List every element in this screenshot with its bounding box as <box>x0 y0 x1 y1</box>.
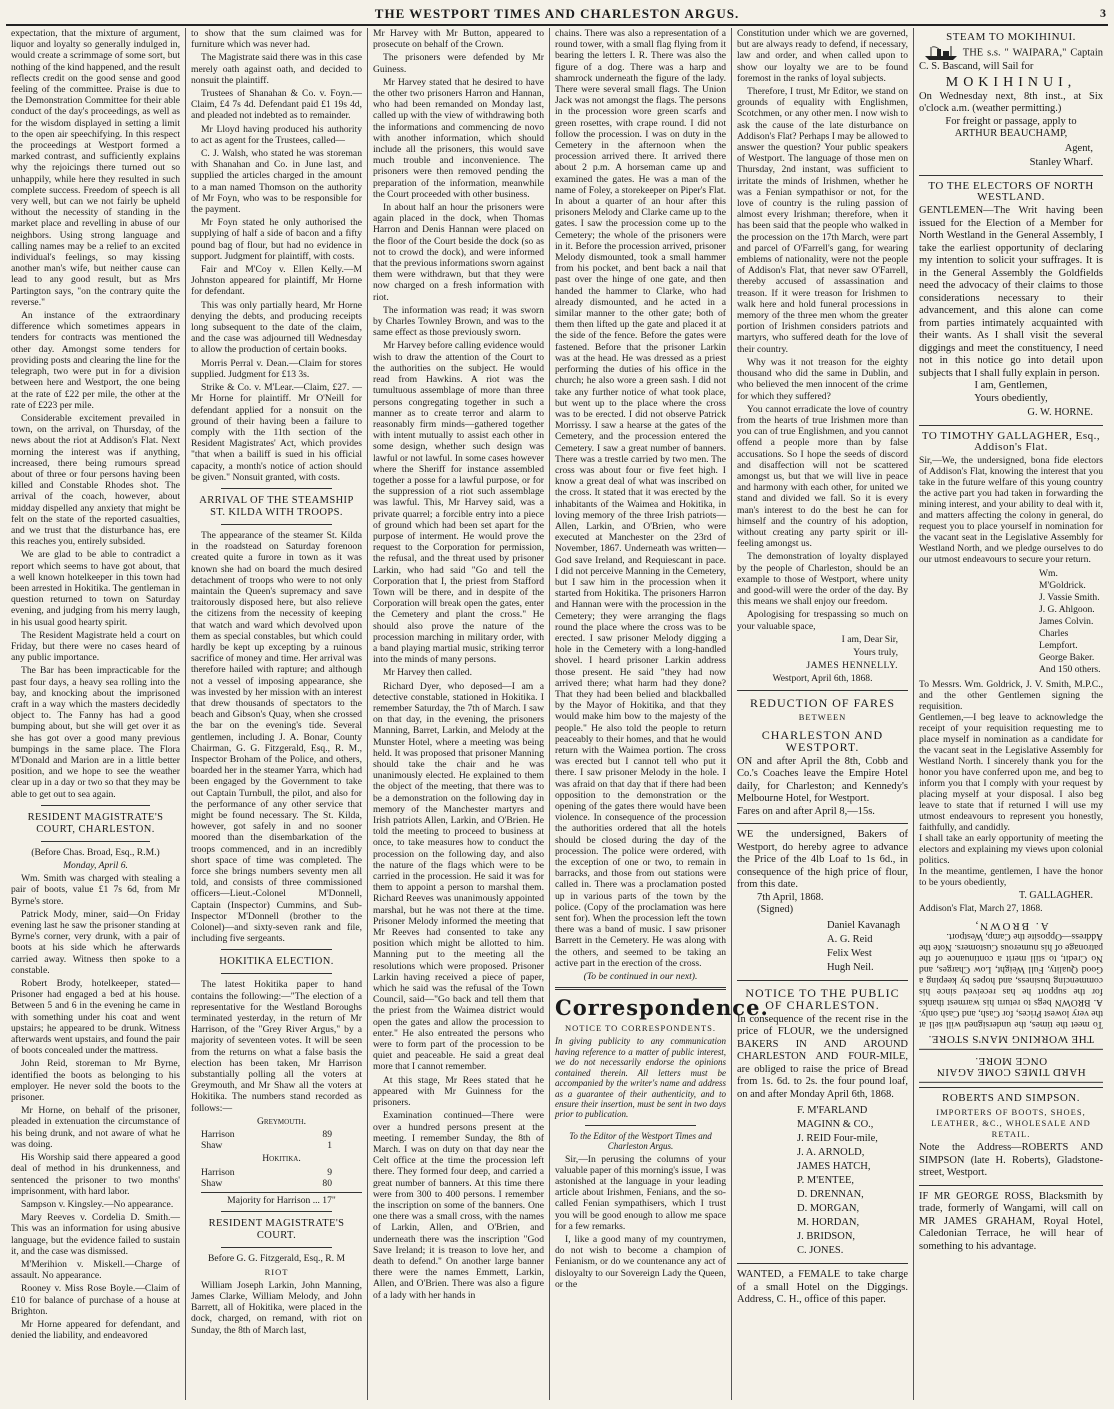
reply-date: Addison's Flat, March 27, 1868. <box>919 903 1043 915</box>
paragraph: Apologising for trespassing so much on your valuable space, <box>737 609 908 632</box>
paragraph: Morris Perral v. Dean.—Claim for stores supplied. Judgment for £13 3s. <box>191 357 362 380</box>
newspaper-title: THE WESTPORT TIMES AND CHARLESTON ARGUS. <box>374 6 740 21</box>
paragraph: We are glad to be able to contradict a report which seems to have got about, that a well known hotelkeeper in this town had been arrested in Hokitika. The gentleman in question returned to town on Saturday evening, and judging from his merry laugh, in his usual good hearty spirit. <box>11 549 180 628</box>
divider <box>221 949 332 950</box>
paragraph: Why was it not treason for the eighty thousand who did the same in Dublin, and who believed the men innocent of the crime for which they suffered? <box>737 356 908 402</box>
poll-row <box>201 1178 362 1189</box>
poll-place: Greymouth. <box>257 1115 306 1127</box>
divider <box>41 841 150 842</box>
court-subhead: RIOT <box>264 1266 289 1277</box>
list-item: Felix West <box>827 947 872 959</box>
steam-body: THE s.s. " WAIPARA," Captain C. S. Bascand, will Sail for <box>919 47 1104 73</box>
electors-close: Yours obediently, <box>974 392 1048 404</box>
candidate-name: Shaw <box>201 1177 223 1189</box>
paragraph: Mr Foyn stated he only authorised the supplying of half a side of bacon and a fifty pound bag of flour, but had no evidence in support. Judgment for plaintiff, with costs. <box>191 217 362 262</box>
section-heading: ARRIVAL OF THE STEAMSHIP ST. KILDA WITH TROOPS. <box>199 494 354 518</box>
paragraph: This was only partially heard, Mr Horne denying the debts, and producing receipts long subsequent to the date of the claim, and the case was adjourned till Wednesday to allow the production of certain books. <box>191 299 362 356</box>
requisition-signers <box>1039 568 1103 676</box>
bakers-signed: (Signed) <box>757 904 794 916</box>
list-item: D. DRENNAN, <box>797 1189 864 1201</box>
paragraph: I, like a good many of my countrymen, do not wish to become a champion of Fenianism, or do we countenance any act of disloyalty to our Sovereign Lady the Queen, or the <box>555 1233 726 1290</box>
steam-time: On Wednesday next, 8th inst., at Six o'clock a.m. (weather permitting.) <box>919 90 1103 115</box>
paragraph: The Magistrate said there was in this case merely oath against oath, and decided to nonsuit the plaintiff. <box>191 52 362 86</box>
list-item: D. MORGAN, <box>797 1203 860 1215</box>
paragraph: C. J. Walsh, who stated he was storeman with Shanahan and Co. in June last, and supplied the articles charged in the amount to a man named Thomson on the authority of Mr Foyn, who was to be responsible for the payment. <box>191 148 362 216</box>
working-man-store-ad <box>919 920 1103 1083</box>
paragraph: Strike & Co. v. M'Lear.—Claim, £27. —Mr Horne for plaintiff. Mr O'Neill for defendant applied for a nonsuit on the ground of their having been a failure to comply with the 11th section of the Resident Magistrates' Act, which provides "that when a bailiff is sued in his official capacity, a month's notice of action should be given." Nonsuit granted, with costs. <box>191 382 362 483</box>
ross-notice: IF MR GEORGE ROSS, Blacksmith by trade, formerly of Wangami, will call on MR JAMES GRAHAM, Royal Hotel, Caledonian Terrace, he will hear of something to his advantage. <box>919 1190 1103 1252</box>
steam-destination: MOKIHINUI, <box>945 74 1077 90</box>
list-item: A. G. Reid <box>827 933 873 945</box>
court-before: (Before Chas. Broad, Esq., R.M.) <box>31 846 160 858</box>
store-signer: A. BROWN, <box>973 919 1049 932</box>
poll-row <box>201 1129 362 1140</box>
divider <box>585 1125 696 1126</box>
list-item: C. JONES. <box>797 1245 844 1257</box>
list-item: J. Vassie Smith. <box>1039 592 1100 604</box>
letter-address: To the Editor of the Westport Times and Charleston Argus. <box>569 1130 712 1152</box>
electors-ad: GENTLEMEN—The Writ having been issued for the Election of a Member for North Westland in the General Assembly, I take the earliest opportunity of declaring my intention to solicit your suffrages. It is in the General Assembly the Goldfields need the advocacy of their claims to those considerations necessary to their advancement, and this alone can come from parties intimately acquainted with their wants. As I shall visit the several diggings and meet the constituency, I need not in this notice go into detail upon subjects that I shall fully explain in person. <box>919 205 1103 379</box>
reply-body: I shall take an early opportunity of meeting the electors and explaining my views upon colonial politics. <box>919 833 1103 867</box>
ad-heading: THE WORKING MAN'S STORE. <box>928 1032 1094 1045</box>
divider <box>919 175 1103 176</box>
paragraph: William Joseph Larkin, John Manning, James Clarke, William Melody, and John Barrett, all of Hokitika, were placed in the dock, charged, on remand, with riot on Sunday, the 8th of March last, <box>191 1279 362 1336</box>
paragraph: The appearance of the steamer St. Kilda in the roadstead on Saturday forenoon created quite a furore in town as it was known she had on board the much desired detachment of troops who were to not only maintain the Queen's supremacy and save traitorously disposed here, but also relieve the citizens from the necessity of keeping that watch and ward which devolved upon them as special constables, but which could hardly be kept up excepting by a ruinous sacrifice of money and time. Her arrival was therefore hailed with rapture; and although not a vessel of imposing appearance, she was invested by her mission with an interest that drew thousands of spectators to the beach and Gibson's Quay, when she crossed the bar on the evening's tide. Several gentlemen, including J. A. Bonar, County Chairman, G. G. Fitzgerald, Esq., R. M., Inspector Broham of the Police, and others, boarded her in the steamer Yarra, which had been engaged by the Government to take out Captain Turnbull, the pilot, and also for the performance of any other service that might be found necessary. The St. Kilda, however, got safely in and no sooner moored than the disembarkation of the troops commenced, and in an incredibly short space of time was completed. The force she brings numbers seventy men all told, and consists of three commissioned officers—Lieut.-Colonel M'Donnell, Captain (Inspector) Cummins, and Sub-Inspector M'Donnell (brother to the Colonel)—and sixty-seven rank and file, including five sergeants. <box>191 529 363 945</box>
vote-count: 9 <box>327 1166 332 1178</box>
steam-agent-title: Agent, <box>1064 142 1093 154</box>
ad-heading: TO THE ELECTORS OF NORTH WESTLAND. <box>928 179 1094 204</box>
poll-row <box>201 1140 362 1151</box>
divider <box>919 425 1103 426</box>
ad-heading: NOTICE TO THE PUBLIC OF CHARLESTON. <box>745 985 900 1012</box>
paragraph: John Reid, storeman to Mr Byrne, identified the boots as belonging to his employer. He never sold the boots to the prisoner. <box>11 1058 180 1104</box>
poll-majority: Majority for Harrison ... 17" <box>201 1192 362 1206</box>
steamship-icon <box>923 45 959 61</box>
list-item: Wm. M'Goldrick. <box>1039 568 1086 592</box>
list-item: Charles Lempfort. <box>1039 628 1078 652</box>
continued-note: (To be continued in our next). <box>583 971 698 983</box>
list-item: JAMES HATCH, <box>797 1161 871 1173</box>
paragraph: Trustees of Shanahan & Co. v. Foyn.—Claim, £4 7s 4d. Defendant paid £1 19s 4d, and pleaded not indebted as to remainder. <box>191 88 362 122</box>
notice-heading: NOTICE TO CORRESPONDENTS. <box>564 1023 717 1034</box>
divider <box>221 973 332 974</box>
candidate-name: Harrison <box>201 1166 235 1178</box>
paragraph: expectation, that the mixture of argument, liquor and loyalty so generally indulged in, would create a scrimmage of some sort, but nothing of the kind happened, and the result reflects credit on the good sense and good feeling of the committee. Praise is due to the Demonstration Committee for their able conduct of the day's proceedings, as well as for the wisdom displayed in setting a limit to the open air speechifying. In this respect the proceedings at Westport formed a marked contrast, and sufficiently explains why the rejoicings there turned out so unhappily, while here they resulted in such complete success. Freedom of speech is all very well, but can we not fairly be upheld without the necessity of standing in the market place and revelling in abuse of our neighbors. Using strong language and calling names may be a relief to an excited individual's feelings, so may kissing another man's wife, but neither cause can lead to any good result, but as Mrs Partington says, "on the contrary quite the reverse." <box>11 28 180 308</box>
list-item: J. G. Ahlgoon. <box>1039 604 1095 616</box>
list-item: J. REID Four-mile, <box>797 1133 878 1145</box>
letter-close: Yours truly, <box>853 646 898 658</box>
ad-heading: REDUCTION OF FARES <box>749 695 896 710</box>
paragraph: Mr Harvey then called. <box>383 667 472 679</box>
paragraph: His Worship said there appeared a good deal of method in his drunkenness, and sentenced the prisoner to two months' imprisonment, with hard labor. <box>11 1152 180 1197</box>
paragraph: Mr Horne appeared for defendant, and denied the liability, and endeavored <box>11 1318 180 1342</box>
paragraph: Fair and M'Coy v. Ellen Kelly.—M Johnston appeared for plaintiff, Mr Horne for defendant. <box>191 264 362 298</box>
wanted-ad: WANTED, a FEMALE to take charge of a small Hotel on the Diggings. Address, C. H., office of this paper. <box>737 1269 908 1306</box>
reply-body: In the meantime, gentlemen, I have the honor to be yours obediently, <box>919 866 1103 889</box>
section-heading: HOKITIKA ELECTION. <box>219 956 334 968</box>
paragraph: The Resident Magistrate held a court on Friday, but there were no cases heard of any public importance. <box>11 629 180 664</box>
list-item: And 150 others. <box>1039 664 1101 676</box>
steam-agent-place: Stanley Wharf. <box>1029 157 1093 169</box>
divider <box>737 690 908 691</box>
notice-ad: In consequence of the recent rise in the price of FLOUR, we the undersigned BAKERS IN AND AROUND CHARLESTON AND FOUR-MILE, are obliged to raise the price of Bread from 1s. 6d. to 2s. the four pound loaf, on and after Monday April 6th, 1868. <box>737 1013 908 1100</box>
electors-signer: G. W. HORNE. <box>1027 407 1093 419</box>
steam-ad <box>919 45 1103 74</box>
vote-count: 89 <box>322 1129 332 1141</box>
list-item: J. BRIDSON, <box>797 1231 856 1243</box>
list-item: Daniel Kavanagh <box>827 919 901 931</box>
paragraph: Wm. Smith was charged with stealing a pair of boots, value £1 7s 6d, from Mr Byrne's store. <box>11 873 180 907</box>
court-date: Monday, April 6. <box>63 860 128 872</box>
paragraph: Considerable excitement prevailed in town, on the arrival, on Thursday, of the news about the riot at Addison's Flat. Next morning the interest was if anything, increased, there being rumours spread about of three or four persons having been killed and Constable Rhodes shot. The arrival of the coach, however, about midday dispelled any anxiety that might be felt on the state of the reported casualties, and we trust that the disturbance has, ere this reaches you, entirely subsided. <box>11 412 180 548</box>
divider <box>737 1263 908 1264</box>
paragraph: The information was read; it was sworn by Charles Townley Brown, and was to the same effect as those previously sworn. <box>373 304 544 339</box>
vote-count: 80 <box>322 1177 332 1189</box>
divider <box>221 1247 332 1248</box>
correspondence-title: Correspondence. <box>555 995 769 1021</box>
list-item: MAGINN & CO., <box>797 1119 874 1131</box>
steam-agent: ARTHUR BEAUCHAMP, <box>954 128 1068 140</box>
column-5 <box>732 28 914 1400</box>
ad-heading: ROBERTS AND SIMPSON. <box>941 1092 1080 1105</box>
divider <box>41 805 150 806</box>
paragraph: Mr Lloyd having produced his authority to act as agent for the Trustees, called— <box>191 123 362 146</box>
divider <box>221 1211 332 1212</box>
bakers-ad: WE the undersigned, Bakers of Westport, do hereby agree to advance the Price of the 4lb Loaf to 1s 6d., in consequence of the high price of flour, from this date. <box>737 829 908 891</box>
page-number: 3 <box>1100 6 1106 20</box>
paragraph: Examination continued—There were over a hundred persons present at the meeting. I remember Sunday, the 8th of March. I was on duty on that day near the Celt office at the time the procession left there. They formed four deep, and carried a great number of banners. At this time there were from 300 to 400 persons. I remember the inscription on some of the banners. One one there was a small cross, with the names of Larkin, Allen, and O'Brien, and underneath there was the inscription "God Save Ireland; it is treason to love her, and death to defend." On another large banner there were the names Emmett, Larkin, Allen, and O'Brien. There was also a figure of a lady with her hands in <box>373 1110 544 1301</box>
bakers-list <box>827 919 908 975</box>
ad-heading: TO TIMOTHY GALLAGHER, Esq., Addison's Flat. <box>921 429 1101 454</box>
column-4 <box>550 28 769 1400</box>
paragraph: The demonstration of loyalty displayed by the people of Charleston, should be an example to those of Westport, where unity and good-will were the order of the day. By this means we shall enjoy our freedom. <box>737 551 908 608</box>
column-6 <box>914 28 1108 1400</box>
divider <box>221 524 332 525</box>
poll-results <box>201 1116 362 1206</box>
section-heading: RESIDENT MAGISTRATE'S COURT, CHARLESTON. <box>27 811 164 835</box>
paragraph: An instance of the extraordinary difference which sometimes appears in tenders for contracts was mentioned the other day. Amongst some tenders for providing posts and clearing the line for the telegraph, two were put in for a division between here and Westport, the one being at the rate of £22 per mile, the other at the rate of £223 per mile. <box>11 310 180 411</box>
paragraph: Sir,—In perusing the columns of your valuable paper of this morning's issue, I was astonished at the language in your leading article about Irishmen, Fenians, and the so-called Fenian sympathisers, which I trust you will be good enough to allow me space for a few remarks. <box>555 1153 726 1232</box>
paragraph: At this stage, Mr Rees stated that he appeared with Mr Guinness for the prisoners. <box>373 1074 544 1109</box>
paragraph: Mr Harvey stated that he desired to have the other two prisoners Harron and Hannan, who had been remanded on Monday last, called up with the view of withdrawing both the informations and commencing de novo with another information, which should include all the prisoners, this would save much trouble and inconvenience. The prisoners were then removed pending the preparation of the information, meanwhile the Court proceeded with other business. <box>373 76 544 200</box>
divider <box>919 1081 1103 1082</box>
list-item: P. M'ENTEE, <box>797 1175 855 1187</box>
letter-close: I am, Dear Sir, <box>841 633 898 645</box>
ad-subheading: BETWEEN <box>798 711 847 722</box>
notice-signers <box>797 1104 908 1258</box>
paragraph: Patrick Mody, miner, said—On Friday evening last he saw the prisoner standing at Byrne's corner, very drunk, with a pair of boots at his side which he afterwards carried away. Witness then spoke to a constable. <box>11 908 180 976</box>
reply-address: To Messrs. Wm. Goldrick, J. V. Smith, M.P.C., and the other Gentlemen signing the requisition. <box>919 679 1103 713</box>
section-heading: RESIDENT MAGISTRATE'S COURT. <box>208 1218 345 1242</box>
paragraph: Sampson v. Kingsley.—No appearance. <box>21 1198 174 1210</box>
paragraph: The Bar has been impracticable for the past four days, a heavy sea rolling into the bay, and knocking about the imprisoned craft in a way which the masters decidedly object to. The Fanny has had a good bumping about, but she will get over it as she has got over a good many previous bumpings in the same place. The Flora M'Donald and Marion are in a little better position, and we hope to see the weather clear up in a day or two so that they may be able to get out to sea again. <box>11 665 180 800</box>
court-before: Before G. G. Fitzgerald, Esq., R. M <box>208 1253 345 1265</box>
paragraph: M'Merihion v. Miskell.—Charge of assault. No appearance. <box>11 1258 180 1282</box>
poll-row <box>201 1167 362 1178</box>
paragraph: Rooney v. Miss Rose Boyle.—Claim of £10 for balance of purchase of a house at Brighton. <box>11 1283 180 1317</box>
ad-subheading: IMPORTERS OF BOOTS, SHOES, LEATHER, &C., WHOLESALE AND RETAIL. <box>931 1106 1091 1140</box>
poll-place: Hokitika. <box>262 1153 301 1165</box>
divider <box>221 488 332 489</box>
divider <box>919 1048 1103 1049</box>
paragraph: The latest Hokitika paper to hand contains the following:—"The election of a representative for the Westland Boroughs terminated yesterday, in the return of Mr Harrison, of the "Grey River Argus," by a majority of seventeen votes. It will be seen from the returns on what a false basis the election has been taken, Mr Harrison substantially polling all the voters at Greymouth, and Mr Shaw all the voters at Hokitika. The numbers stand recorded as follows:— <box>191 979 362 1114</box>
correspondence-notice: In giving publicity to any communication having reference to a matter of public interest, we do not necessarily endorse the opinions contained therein. All letters must be accompanied by the writer's name and address as a guarantee of their authenticity, and to ensure their insertion, must be sent in two days prior to publication. <box>555 1036 726 1120</box>
list-item: M. HORDAN, <box>797 1217 860 1229</box>
list-item: James Colvin. <box>1039 616 1094 628</box>
list-item: F. M'FARLAND <box>797 1105 868 1117</box>
column-1 <box>6 28 186 1400</box>
letter-signer: JAMES HENNELLY. <box>806 660 898 672</box>
paragraph: The prisoners were defended by Mr Guiness. <box>373 52 544 75</box>
paragraph: Therefore, I trust, Mr Editor, we stand on grounds of equality with Englishmen, Scotchmen, or any other men. I now wish to ask the cause of the late disturbance on Addison's Flat? Perhaps I may be allowed to answer the question? Your public speakers of Westport. The language of those men on Thursday, 2nd instant, was sufficient to irritate the minds of Irishmen, whether he was a Fenian sympathisor or not, for the love of country is the ruling passion of almost every Irishman; therefore, when it has been said that the people who walked in the procession on the 17th March, were part and parcel of O'Farrell's gang, for wearing emblems of nationality, were not the people of Addison's Flat, that never saw O'Farrell, thereby accused of assassination and treason. If it were treason for Irishmen to walk here and hold funeral processions in memory of the three men whom the greater portion of Irishmen considers patriots and martyrs, who suffered death for the love of their country. <box>737 86 908 355</box>
ad-heading: HARD TIMES COME AGAIN ONCE MORE. <box>936 1054 1086 1078</box>
paragraph: Mr Harvey before calling evidence would wish to draw the attention of the Court to the authorities on the subject. He would read from Hawkins. A riot was the tumultuous assemblage of more than three persons congregating together in such a manner as to create terror and alarm to reasonably firm minds—gathered together with intent mutually to assist each other in some design, whether such design was lawful or not lawful. In some cases however where the Sheriff for instance assembled together a posse for a lawful purpose, or for the suppression of a riot such assemblage was lawful. This, Mr Harvey said, was a private quarrel; a forcible entry into a piece of ground which had been set apart for the purpose of interment. He would prove the request to the Corporation for permission, the refusal, and the threat used by prisoner Larkin, who had said "Go and tell the Corporation that I, the priest from Stafford Town will be there, and in despite of the Corporation will break open the gates, enter the Cemetery and plant the cross." He should also prove the nature of the procession marching in military order, with a band playing martial music, striking terror into the minds of many persons. <box>373 340 544 666</box>
fares-price: Fares on and after April 8,—15s. <box>737 805 875 817</box>
fares-ad: ON and after April the 8th, Cobb and Co.'s Coaches leave the Empire Hotel daily, for Charleston; and Kennedy's Melbourne Hotel, for Westport. <box>737 755 908 805</box>
steam-freight: For freight or passage, apply to <box>945 115 1077 127</box>
electors-close: I am, Gentlemen, <box>974 380 1048 392</box>
paragraph: chains. There was also a representation of a round tower, with a small flag flying from it bearing the letters I. R. There was also the figure of a dog. There was a harp and shamrock underneath the figure of the lady. There were several small flags. The Union Jack was not amongst the flags. The persons in the procession wore green scarfs and green rosettes, with crape round. I did not follow the procession. I was on duty in the Cemetery in the afternoon when the procession arrived there. It arrived there about 2 p.m. A horseman came up and examined the gates. He was a man of the name of Foley, a storekeeper on Piper's Flat. In about a quarter of an hour after this prisoners Melody and Clarke came up to the gates. I saw the procession come up to the Cemetery; the whole of the prisoners were in it. Before the procession arrived, prisoner Melody dismounted, took a small hammer from his pocket, and bent back a nail that past over the hinge of one gate, and then handed the hammer to Clarke, who had already dismounted, and he acted in a similar manner to the other gate; both of them then lifted up the gate and placed it at the side of the fence. Before the gates were fastened. Before that the prisoner Larkin was at the head. He was dressed as a priest performing the duties of his office in the church; he also wore a green sash. I did not take any further notice of what took place, but went up to the place where the cross was to be erected. I did not observe Patrick Morrissy. I saw a hearse at the gates of the Cemetery, and the procession entered the Cemetery. I saw a great number of banners. There was a trestle carried by two men. The cross was about four or five feet high. I know a great deal of what was inscribed on the cross. It stated that it was erected by the inhabitants of the Waimea and Hokitika, in loving memory of the three Irish patriots—Allen, Larkin, and O'Brien, who were executed at Manchester on the 23rd of November, 1867. Underneath was written—God save Ireland, and Requiescant in pace. I did not perceive Manning in the Cemetery, but I saw him in the procession when it started from Hokitika. The prisoners Harron and Hannan were with the procession in the Cemetery; they were arranging the flags round the place where the cross was to be erected. I saw prisoner Melody digging a hole in the Cemetery with a long-handled shovel. I heard prisoner Larkin address those present. He said "they had now arrived there; what harm had they done? That they had been belied and blackballed by the Mayor of Hokitika, and that they would make him bow to the majesty of the people." He also told the people to return peaceably to their homes, and that he would return with the Waimea portion. The cross was erected but I cannot tell who put it there. I saw prisoner Melody in the hole. I was afraid on that day that if there had been opposition to the demonstration or the opening of the gates there would have been violence. In consequence of the procession the authorities ordered that all the hotels should be closed during the day of the procession. The police were ordered, with the exception of one or two, to remain in barracks, and those from out stations were called in. There was a proclamation posted up in various parts of the town by the police. (Copy of the proclamation was here sent for). When the procession left the town there was a band of music. I saw prisoner Barrett in the Cemetery. He was along with the others, and seemed to be taking an active part in the erection of the cross. <box>555 28 726 969</box>
steam-heading: STEAM TO MOKIHINUI. <box>946 31 1076 43</box>
list-item: J. A. ARNOLD, <box>797 1147 865 1159</box>
list-item: Hugh Neil. <box>827 961 874 973</box>
divider <box>737 823 908 824</box>
reply-body: Gentlemen,—I beg leave to acknowledge the receipt of your requisition requesting me to place myself in nomination as a candidate for the vacant seat in the Legislative Assembly for Westland North. I sincerely thank you for the honor you have conferred upon me, and beg to inform you that I comply with your request by placing myself at your disposal. I also beg leave to state that if returned I will use my utmost endeavours to represent you honestly, faithfully, and candidly. <box>919 712 1103 834</box>
candidate-name: Shaw <box>201 1140 223 1152</box>
paragraph: Richard Dyer, who deposed—I am a detective constable, stationed in Hokitika. I remember Saturday, the 7th of March. I saw on that day, in the evening, the prisoners Manning, Barret, Larkin, and Melody at the Munster Hotel, where a meeting was being held. It was proposed that prisoner Manning should take the chair and he was unanimously elected. He explained to them the object of the meeting, that there was to be a demonstration on the following day in memory of the Manchester martyrs and Irish patriots Allen, Larkin, and O'Brien. He told the meeting to proceed to business at once, to take measures how to conduct the procession on the following day, and also the nature of the flags which were to be carried in the procession. He said it was for them to appoint a person to marshal them. Richard Reeves was unanimously appointed marshal, but he was not there at the time. Prisoner Melody informed the meeting that Mr Reeves had consented to take any position which might be allotted to him. Manning put to the meeting all the resolutions which were proposed. Prisoner Larkin having received a piece of paper, which he said was the refusal of the Town Council, said—"Go back and tell them that the priest from the Waimea district would open the gates and allow the procession to enter." He also entreated the persons who were to form part of the procession to be quiet and peaceable. He said a great deal more that I cannot remember. <box>373 680 544 1073</box>
paragraph: to show that the sum claimed was for furniture which was never had. <box>191 28 362 51</box>
bakers-date: 7th April, 1868. <box>757 891 824 903</box>
paragraph: In about half an hour the prisoners were again placed in the dock, when Thomas Harron and Denis Hannan were placed on the floor of the Court beside the dock (so as not to crowd the dock), and were informed that the previous informations sworn against them were withdrawn, but that they were now charged on a fresh information with riot. <box>373 202 544 303</box>
store-body: To meet the times, the undersigned will sell at the very lowest Prices, for Cash, and Cash only. A. BROWN begs to return his warmest thanks for the support he has received since his commencing business, and hopes by keeping a Good Quality, Full Weight, Low Charges, and No Credit, to still merit a continuance of the patronage of his numerous Customers. Note the Address—Opposite the Camp, Westport. <box>919 930 1103 1030</box>
list-item: George Baker. <box>1039 652 1095 664</box>
roberts-simpson-body: Note the Address—ROBERTS AND SIMPSON (late H. Roberts), Gladstone-street, Westport. <box>919 1142 1103 1179</box>
divider <box>737 980 908 981</box>
divider <box>919 1087 1103 1088</box>
column-2 <box>186 28 368 1400</box>
column-3 <box>368 28 550 1400</box>
ad-heading <box>919 32 1103 43</box>
paragraph: Constitution under which we are governed, but are always ready to defend, if necessary, law and order, and when called upon to show our loyalty we are to be found foremost in the ranks of loyal subjects. <box>737 28 908 84</box>
requisition-body: Sir,—We, the undersigned, bona fide electors of Addison's Flat, knowing the interest that you take in the future welfare of this young country the active part you had taken in forwarding the mining interest, and your ability to deal with it, and matters affecting the colony in general, do request you to place yourself in nomination for the vacant seat in the Legislative Assembly for Westland North, and we pledge ourselves to do our utmost endeavours to secure your return. <box>919 455 1103 566</box>
paragraph: Mary Reeves v. Cordelia D. Smith.—This was an information for using abusive language, but the evidence failed to sustain it, and the case was dismissed. <box>11 1212 180 1257</box>
candidate-name: Harrison <box>201 1129 235 1141</box>
paragraph: You cannot erradicate the love of country from the hearts of true Irishmen more than you can of true Englishmen, and you cannot offend a people more than by false accusations. So I hope the seeds of discord and disaffection will not be scattered amongst us, but that we will live in peace and harmony with each other, for united we stand and divided we fall. So it is every man's interest to do the best he can for himself and the country of his adoption, without creating any party spirit or ill-feeling amongst us. <box>737 403 908 550</box>
paragraph: Robert Brody, hotelkeeper, stated—Prisoner had engaged a bed at his house. Between 5 and 6 in the evening he came in with something under his coat and went upstairs; he appeared to be drunk. Witness afterwards went upstairs, and found the pair of boots concealed under the mattress. <box>11 978 180 1057</box>
paragraph: Mr Horne, on behalf of the prisoner, pleaded in extenuation the circumstance of his being drunk, and not aware of what he was doing. <box>11 1105 180 1150</box>
masthead <box>6 4 1108 26</box>
letter-dateline: Westport, April 6th, 1868. <box>772 673 873 685</box>
vote-count: 1 <box>327 1140 332 1152</box>
newspaper-page <box>6 28 1108 1400</box>
divider <box>919 1185 1103 1186</box>
divider <box>555 987 726 990</box>
ad-heading: CHARLESTON AND WESTPORT. <box>761 727 884 754</box>
reply-signer: T. GALLAGHER. <box>1019 890 1093 902</box>
paragraph: Mr Harvey with Mr Button, appeared to prosecute on behalf of the Crown. <box>373 28 544 51</box>
